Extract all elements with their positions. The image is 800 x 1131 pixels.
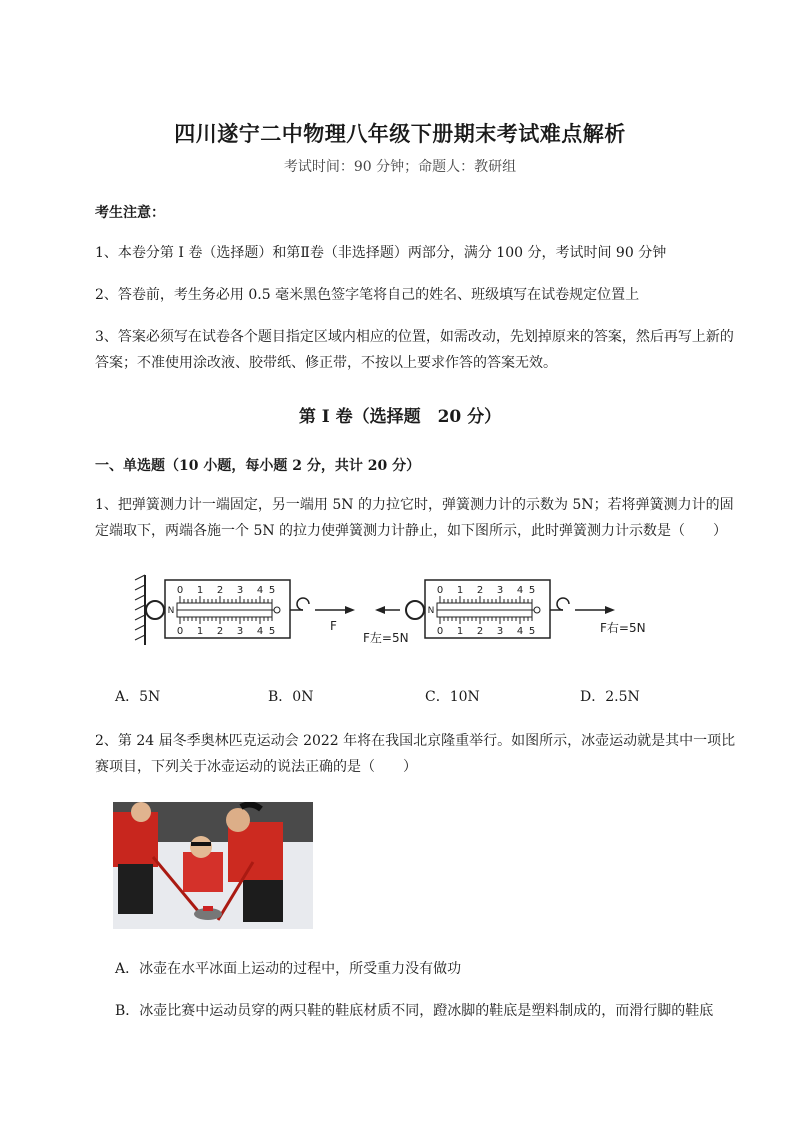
option-a: A．5N: [115, 689, 161, 705]
option-b: B．0N: [268, 689, 314, 705]
scale-label: 0: [176, 626, 184, 637]
scale-label: 2: [216, 585, 224, 596]
question-1-stem: 1、把弹簧测力计一端固定，另一端用 5N 的力拉它时，弹簧测力计的示数为 5N；若将弹簧测力计的固定端取下，两端各施一个 5N 的拉力使弹簧测力计静止，如下图所示，此时弹簧测力计示数是（ ）: [95, 497, 734, 539]
scale-label: 4: [256, 585, 264, 596]
scale-label: 3: [496, 585, 504, 596]
scale-label: 2: [476, 626, 484, 637]
scale-label: 3: [236, 626, 244, 637]
page-title: 四川遂宁二中物理八年级下册期末考试难点解析: [174, 121, 626, 146]
wall-icon: [135, 575, 145, 645]
section-title: 第 I 卷（选择题 20 分）: [298, 407, 502, 427]
scale-label: 2: [476, 585, 484, 596]
notice-heading: 考生注意：: [95, 205, 165, 221]
scale-label: 1: [196, 585, 204, 596]
force-label: F左=5N: [363, 631, 409, 645]
scale-label: 2: [216, 626, 224, 637]
option-b: B．冰壶比赛中运动员穿的两只鞋的鞋底材质不同，蹬冰脚的鞋底是塑料制成的，而滑行脚的鞋底: [115, 1003, 714, 1019]
force-label: F: [330, 619, 337, 633]
question-2-stem: 2、第 24 届冬季奥林匹克运动会 2022 年将在我国北京隆重举行。如图所示，冰壶运动就是其中一项比赛项目，下列关于冰壶运动的说法正确的是（ ）: [95, 733, 736, 775]
option-d: D．2.5N: [580, 689, 640, 705]
scale-label: 3: [236, 585, 244, 596]
scale-label: 1: [196, 626, 204, 637]
notice-item: 3、答案必须写在试卷各个题目指定区域内相应的位置，如需改动，先划掉原来的答案，然后再写上新的答案；不准使用涂改液、胶带纸、修正带，不按以上要求作答的答案无效。: [95, 329, 734, 371]
scale-label: 5: [268, 585, 276, 596]
scale-label: 1: [456, 585, 464, 596]
scale-label: 5: [528, 585, 536, 596]
notice-item: 1、本卷分第 I 卷（选择题）和第Ⅱ卷（非选择题）两部分，满分 100 分，考试时间 90 分钟: [95, 245, 667, 261]
scale-label: 5: [528, 626, 536, 637]
option-a: A．冰壶在水平冰面上运动的过程中，所受重力没有做功: [115, 961, 462, 977]
option-c: C．10N: [425, 689, 480, 705]
scale-label: 1: [456, 626, 464, 637]
scale-label: 4: [516, 626, 524, 637]
scale-label: 5: [268, 626, 276, 637]
spring-scale-right: [375, 580, 615, 638]
force-label: F右=5N: [600, 621, 646, 635]
scale-label: 4: [516, 585, 524, 596]
scale-label: 0: [436, 585, 444, 596]
scale-label: 4: [256, 626, 264, 637]
part-heading: 一、单选题（10 小题，每小题 2 分，共计 20 分）: [95, 458, 421, 474]
spring-scale-figure: [125, 570, 665, 660]
unit-label: N: [427, 606, 435, 616]
notice-item: 2、答卷前，考生务必用 0.5 毫米黑色签字笔将自己的姓名、班级填写在试卷规定位置上: [95, 287, 640, 303]
scale-label: 0: [176, 585, 184, 596]
exam-subtitle: 考试时间：90 分钟；命题人：教研组: [283, 159, 517, 175]
scale-label: 3: [496, 626, 504, 637]
spring-scale-left: [146, 580, 355, 638]
unit-label: N: [167, 606, 175, 616]
curling-photo: [113, 802, 313, 929]
scale-label: 0: [436, 626, 444, 637]
